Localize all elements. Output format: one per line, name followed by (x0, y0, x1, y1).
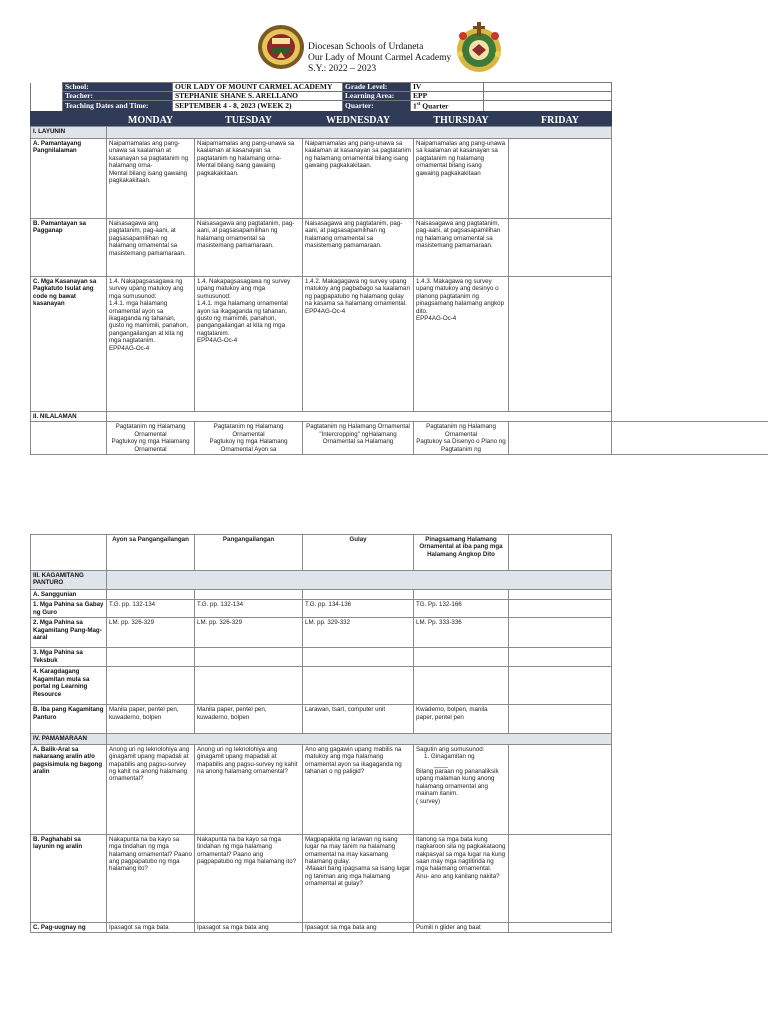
lesson-plan-grid-page-2 (30, 534, 768, 933)
info-empty-cell (484, 83, 612, 92)
extra-column (612, 834, 768, 922)
row-paghahabi (31, 834, 768, 922)
row-nilalaman-continued (31, 535, 768, 571)
section-layunin-row (31, 127, 768, 139)
continued-tuesday: Pangangailangan (195, 535, 303, 571)
extra-column (612, 590, 768, 600)
row-label-pag-uugnay: C. Pag-uugnay ng (31, 922, 107, 932)
row-iba-pang-kagamitan (31, 705, 768, 734)
gabay-thursday: TG. Pp. 132-166 (414, 600, 509, 618)
cell-c-wednesday (303, 277, 414, 412)
teksbuk-wednesday (303, 648, 414, 667)
row-label-balik-aral: A. Balik-Aral sa nakaraang aralin at/o pagsisimula ng bagong aralin (31, 744, 107, 834)
paghahabi-wednesday: Magpapakita ng larawan ng isang lugar na may tanim na halamang ornamental na may kasamang halamang gulay. -Maaari bang ipagsama sa isang lugar ng taniman ang mga halamang ornamental at gulay? (303, 834, 414, 922)
row-teksbuk (31, 648, 768, 667)
learning-area-value: EPP (411, 92, 484, 101)
row-gabay-ng-guro (31, 600, 768, 618)
iba-monday: Manila paper, pentel pen, kuwaderno, bolpen (107, 705, 195, 734)
day-thursday: THURSDAY (414, 112, 509, 129)
school-heading-line-1: Diocesan Schools of Urdaneta (308, 42, 424, 52)
nilalaman-monday-subtopic: Pagtukoy ng mga Halamang Ornamental (111, 438, 190, 453)
competency-code: EPP4AG-Oc-4 (109, 344, 150, 352)
section-layunin-fill (107, 127, 612, 139)
continued-friday (509, 535, 612, 571)
quarter-ordinal: st (416, 102, 421, 107)
lm-tuesday: LM. pp. 326-329 (195, 618, 303, 648)
cell-c-monday (107, 277, 195, 412)
paghahabi-monday: Nakapunta na ba kayo sa mga tindahan ng mga halamang ornamental? Paano ang pagpapatubo ng mga halamang ito? (107, 834, 195, 922)
pag-uugnay-friday (509, 922, 612, 932)
learning-area-label: Learning Area: (343, 92, 411, 101)
balik-aral-tuesday: Anong uri ng teknolohiya ang ginagamit upang mapadali at mapabilis ang pagsu-survey ng kahit na anong halamang ornamental? (195, 744, 303, 834)
lesson-info-table (30, 82, 612, 112)
iba-thursday: Kwaderno, bolpen, manila paper, pentel pen (414, 705, 509, 734)
paghahabi-friday (509, 834, 612, 922)
info-row-school (31, 83, 612, 92)
karagdagan-wednesday (303, 667, 414, 705)
gabay-wednesday: T.G. pp. 134-136 (303, 600, 414, 618)
day-friday: FRIDAY (509, 112, 612, 129)
cell-a-tuesday: Naipamamalas ang pang-unawa sa kaalaman at kasanayan sa pagtatanim ng halamang orna- Mental bilang isang gawaing pagkakakitaan. (195, 139, 303, 219)
section-pamamaraan-row (31, 734, 768, 744)
section-nilalaman-fill (107, 412, 612, 422)
cell-b-tuesday: Naisasagawa ang pagtatanim, pag-aani, at pagsasapamilihan ng halamang ornamental sa masistemang pamamaraan. (195, 219, 303, 277)
school-heading-line-3: S.Y.: 2022 – 2023 (308, 64, 377, 74)
gabay-tuesday: T.G. pp. 132-134 (195, 600, 303, 618)
section-pamamaraan-fill (107, 734, 612, 744)
quarter-label: Quarter: (343, 101, 411, 112)
nilalaman-thursday-subtopic: Pagtukoy sa Disenyo o Plano ng Pagtatanim ng (416, 438, 506, 453)
cell-c-tuesday (195, 277, 303, 412)
section-layunin: I. LAYUNIN (31, 127, 107, 139)
teksbuk-friday (509, 648, 612, 667)
cell-c-thursday (414, 277, 509, 412)
section-kagamitang-panturo: III. KAGAMITANG PANTURO (31, 571, 107, 590)
cell-b-wednesday: Naisasagawa ang pagtatanim, pag-aani, at pagsasapamilihan ng halamang ornamental sa masistemang pamamaraan. (303, 219, 414, 277)
row-label-teksbuk: 3. Mga Pahina sa Teksbuk (31, 648, 107, 667)
section-pamamaraan: IV. PAMAMARAAN (31, 734, 107, 744)
row-pamantayan-sa-pagganap (31, 219, 768, 277)
row-label-kagamitang-pang-mag-aaral: 2. Mga Pahina sa Kagamitang Pang-Mag-aaral (31, 618, 107, 648)
extra-column (612, 571, 768, 590)
nilalaman-monday-topic: Pagtatanim ng Halamang Ornamental (115, 423, 186, 438)
competency-code: EPP4AG-Oc-4 (305, 307, 346, 315)
extra-column (612, 422, 768, 455)
karagdagan-tuesday (195, 667, 303, 705)
competency-code: EPP4AG-Oc-4 (416, 315, 457, 323)
extra-column (612, 412, 768, 422)
lm-thursday: LM. Pp. 333-336 (414, 618, 509, 648)
section-kagamitan-row (31, 571, 768, 590)
school-heading-line-2: Our Lady of Mount Carmel Academy (308, 53, 452, 63)
pag-uugnay-thursday: Pumili n glider ang baat (414, 922, 509, 932)
extra-column (612, 618, 768, 648)
row-nilalaman-content (31, 422, 768, 455)
cell-b-friday (509, 219, 612, 277)
row-label-mga-kasanayan: C. Mga Kasanayan sa Pagkatuto Isulat ang code ng bawat kasanayan (31, 277, 107, 412)
info-empty-cell (484, 92, 612, 101)
balik-aral-thursday-intro: Sagutin ang sumusunod: (416, 745, 485, 753)
lm-friday (509, 618, 612, 648)
section-nilalaman-row (31, 412, 768, 422)
row-sanggunian (31, 590, 768, 600)
teacher-value: STEPHANIE SHANE S. ARELLANO (173, 92, 343, 101)
row-label-gabay-ng-guro: 1. Mga Pahina sa Gabay ng Guro (31, 600, 107, 618)
nilalaman-thursday (414, 422, 509, 455)
academy-crest-logo (454, 20, 504, 76)
row-pamantayang-pangnilalaman (31, 139, 768, 219)
nilalaman-tuesday-subtopic: Pagtukoy ng mga Halamang Ornamental Ayon sa (209, 438, 288, 453)
cell-a-thursday: Naipamamalas ang pang-unawa sa kaalaman at kasanayan sa pagtatanim ng halamang ornamental bilang isang gawaing pagkakakitaan (414, 139, 509, 219)
cell-a-friday (509, 139, 612, 219)
teksbuk-thursday (414, 648, 509, 667)
row-label-pamantayang-pangnilalaman: A. Pamantayang Pangnilalaman (31, 139, 107, 219)
pag-uugnay-tuesday: Ipasagot sa mga bata ang (195, 922, 303, 932)
section-kagamitan-fill (107, 571, 612, 590)
nilalaman-label-blank (31, 422, 107, 455)
gabay-friday (509, 600, 612, 618)
sanggunian-monday (107, 590, 195, 600)
iba-friday (509, 705, 612, 734)
teaching-dates-value: SEPTEMBER 4 - 8, 2023 (WEEK 2) (173, 101, 343, 112)
karagdagan-friday (509, 667, 612, 705)
row-label-paghahabi: B. Paghahabi sa layunin ng aralin (31, 834, 107, 922)
nilalaman-tuesday (195, 422, 303, 455)
balik-aral-thursday-rest: Bilang paraan ng pananaliksik upang malaman kung anong halamang ornamental ang mainam itanim. ( survey) (416, 768, 499, 805)
continued-wednesday: Gulay (303, 535, 414, 571)
quarter-value (411, 101, 484, 112)
iba-wednesday: Larawan, tsart, computer unit (303, 705, 414, 734)
extra-column (612, 734, 768, 744)
row-label-karagdagang-kagamitan: 4. Karagdagang Kagamitan mula sa portal ng Learning Resource (31, 667, 107, 705)
row-karagdagang-kagamitan (31, 667, 768, 705)
info-blank-cell (31, 83, 63, 92)
extra-column (612, 139, 768, 219)
row-label-sanggunian: A. Sanggunian (31, 590, 107, 600)
lm-monday: LM. pp. 326-329 (107, 618, 195, 648)
info-blank-cell (31, 101, 63, 112)
school-label: School: (63, 83, 173, 92)
extra-column (612, 277, 768, 412)
info-blank-cell (31, 92, 63, 101)
pag-uugnay-wednesday: Ipasagot sa mga bata ang (303, 922, 414, 932)
extra-column (612, 648, 768, 667)
nilalaman-friday (509, 422, 612, 455)
row-balik-aral (31, 744, 768, 834)
day-tuesday: TUESDAY (195, 112, 303, 129)
extra-column (612, 705, 768, 734)
cell-b-monday: Naisasagawa ang pagtatanim, pag-aani, at pagsasapamilihan ng halamang ornamental sa masistemang pamamaraan. (107, 219, 195, 277)
extra-column (612, 922, 768, 932)
karagdagan-monday (107, 667, 195, 705)
grade-level-value: IV (411, 83, 484, 92)
nilalaman-tuesday-topic: Pagtatanim ng Halamang Ornamental (213, 423, 284, 438)
gabay-monday: T.G. pp. 132-134 (107, 600, 195, 618)
diocesan-schools-seal-logo (257, 24, 305, 70)
continued-label-blank (31, 535, 107, 571)
teaching-dates-label: Teaching Dates and Time: (63, 101, 173, 112)
teacher-label: Teacher: (63, 92, 173, 101)
day-monday: MONDAY (107, 112, 195, 129)
row-kagamitang-pang-mag-aaral (31, 618, 768, 648)
cell-a-wednesday: Naipamamalas ang pang-unawa sa kaalaman at kasanayan sa pagtatanim ng halamang ornamental bilang isang gawaing pagkakakitaan. (303, 139, 414, 219)
row-mga-kasanayan (31, 277, 768, 412)
cell-b-thursday: Naisasagawa ang pagtatanim, pag-aani, at pagsasapamilihan ng halamang ornamental sa masistemang pamamaraan. (414, 219, 509, 277)
day-wednesday: WEDNESDAY (303, 112, 414, 129)
sanggunian-wednesday (303, 590, 414, 600)
cell-c-tuesday-text: 1.4. Nakapagsasagawa ng survey upang matukoy ang mga sumusunod: 1.4.1. mga halamang ornamental ayon sa ikagaganda ng tahanan, gusto ng mamimili, panahon, pangangailangan at kita ng mga nagtatanim. (197, 278, 291, 337)
cell-c-wednesday-text: 1.4.2. Makagagawa ng survey upang matukoy ang pagbabago sa kaalaman ng pagpapatubo ng halamang gulay na kasama sa halamang ornamental. (305, 278, 410, 308)
row-label-pamantayan-sa-pagganap: B. Pamantayan sa Pagganap (31, 219, 107, 277)
paghahabi-tuesday: Nakapunta na ba kayo sa mga tindahan ng mga halamang ornamental? Paano ang pagpapatubo ng mga halamang ito? (195, 834, 303, 922)
pag-uugnay-monday: Ipasagot sa mga bata (107, 922, 195, 932)
sanggunian-tuesday (195, 590, 303, 600)
extra-column (612, 219, 768, 277)
nilalaman-wednesday-subtopic: "Intercropping" ngHalamang Ornamental sa Halamang (319, 430, 397, 446)
extra-column (612, 600, 768, 618)
extra-column (612, 744, 768, 834)
cell-c-monday-text: 1.4. Nakapagsasagawa ng survey upang matukoy ang mga sumusunod: 1.4.1. mga halamang ornamental ayon sa ikagaganda ng tahanan, gusto ng mamimili, panahon, pangangailangan at kita ng mga nagtatanim. (109, 278, 189, 345)
info-row-teacher (31, 92, 612, 101)
extra-column (612, 535, 768, 571)
extra-column (612, 667, 768, 705)
balik-aral-wednesday: Ano ang gagawin upang mabilis na matukoy ang mga halamang ornamental ayon sa ikagaganda ng tahanan o ng paligid? (303, 744, 414, 834)
extra-column (612, 127, 768, 139)
lesson-plan-grid-page-1 (30, 126, 768, 455)
balik-aral-monday: Anong uri ng teknolohiya ang ginagamit upang mapadali at mapabilis ang pagsu-survey ng kahit na anong halamang ornamental? (107, 744, 195, 834)
paghahabi-thursday: Itanong sa mga bata kung nagkaroon sila ng pagkakataong nakpasyal sa mga lugar na kung saan may mga nagtitinda ng mga halamang ornamental. Anu- ano ang kanilang nakita? (414, 834, 509, 922)
cell-a-monday: Naipamamalas ang pang-unawa sa kaalaman at kasanayan sa pagtatanim ng halamang orna- Mental bilang isang gawaing pagkakakitaan. (107, 139, 195, 219)
info-empty-cell (484, 101, 612, 112)
balik-aral-thursday (414, 744, 509, 834)
quarter-number: 1 (413, 101, 417, 111)
nilalaman-thursday-topic: Pagtatanim ng Halamang Ornamental (426, 423, 496, 438)
balik-aral-friday (509, 744, 612, 834)
teksbuk-monday (107, 648, 195, 667)
competency-code: EPP4AG-Oc-4 (197, 337, 238, 345)
nilalaman-wednesday (303, 422, 414, 455)
row-pag-uugnay (31, 922, 768, 932)
continued-thursday: Pinagsamang Halamang Ornamental at iba pang mga Halamang Angkop Dito (414, 535, 509, 571)
grade-level-label: Grade Level: (343, 83, 411, 92)
karagdagan-thursday (414, 667, 509, 705)
row-label-iba-pang-kagamitan: B. Iba pang Kagamitang Panturo (31, 705, 107, 734)
cell-c-friday (509, 277, 612, 412)
balik-aral-thursday-item: 1. Ginagamitan ng (424, 753, 475, 761)
teksbuk-tuesday (195, 648, 303, 667)
quarter-word: Quarter (420, 101, 449, 111)
school-heading (308, 42, 451, 75)
iba-tuesday: Manila paper, pentel pen, kuwaderno, bolpen (195, 705, 303, 734)
sanggunian-friday (509, 590, 612, 600)
school-value: OUR LADY OF MOUNT CARMEL ACADEMY (173, 83, 343, 92)
cell-c-thursday-text: 1.4.3. Makagawa ng survey upang matukoy ang desinyo o planong pagtatanim ng pinagsamang halamang angkop dito. (416, 278, 505, 315)
sanggunian-thursday (414, 590, 509, 600)
section-nilalaman: II. NILALAMAN (31, 412, 107, 422)
balik-aral-thursday-blank: ____ (434, 760, 448, 768)
continued-monday: Ayon sa Pangangailangan (107, 535, 195, 571)
info-row-dates (31, 101, 612, 112)
nilalaman-wednesday-topic: Pagtatanim ng Halamang Ornamental (306, 423, 410, 431)
nilalaman-monday (107, 422, 195, 455)
lm-wednesday: LM. pp. 329-332 (303, 618, 414, 648)
